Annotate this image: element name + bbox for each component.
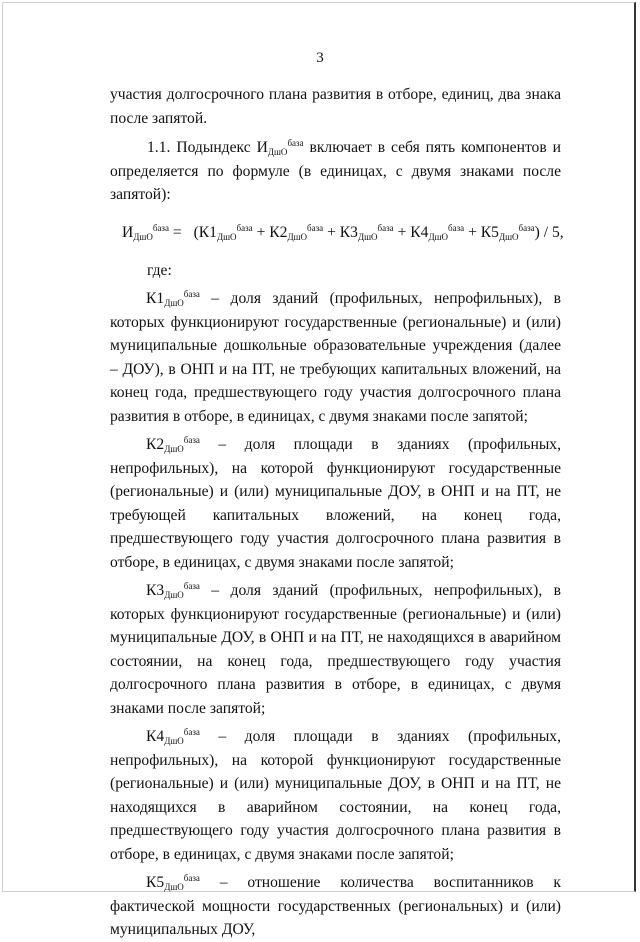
- where-label: где:: [147, 261, 172, 279]
- subindex-paragraph: [110, 136, 561, 207]
- subindex-lead: 1.1. Подындекс: [147, 139, 257, 156]
- subindex-rest: включает в себя пять компонентов и определяется по формуле (в единицах, с двумя знаками после запятой):: [110, 139, 561, 203]
- formula-plus: +: [464, 223, 481, 241]
- definition-k2: [110, 433, 561, 574]
- formula-plus: +: [252, 223, 270, 241]
- formula-plus: +: [323, 223, 340, 241]
- definition-k3-symbol: $К3_{ДшО}^{база}$: [146, 581, 200, 600]
- definition-k2-symbol: $К2_{ДшО}^{база}$: [146, 435, 200, 454]
- document-body: [110, 83, 564, 942]
- formula-equals: =: [168, 223, 186, 241]
- definitions-list: [110, 287, 561, 942]
- definition-k1-text: – доля зданий (профильных, непрофильных), в которых функционируют государственные (региональные) и (или) муниципальные дошкольные образовательные учреждения (далее – ДОУ), в ОНП и на ПТ, не требующих капитальных вложений, на конец года, предшествующего году участия долгосрочного плана развития в отборе, в единицах, с двумя знаками после запятой;: [110, 290, 561, 425]
- formula-term-k5: $К5_{ДшО}^{база}$: [480, 222, 535, 242]
- formula-term-k2: $К2_{ДшО}^{база}$: [269, 222, 324, 242]
- definition-k3-text: – доля зданий (профильных, непрофильных), в которых функционируют государственные (региональные) и (или) муниципальные ДОУ, в ОНП и на ПТ, не находящихся в аварийном состоянии, на конец года, предшествующего году участия долгосрочного плана развития в отборе, в единицах, с двумя знаками после запятой;: [110, 582, 561, 717]
- definition-k4: [110, 725, 561, 866]
- definition-k5: [110, 871, 561, 942]
- formula-lhs: $И_{ДшО}^{база}$: [122, 222, 169, 242]
- definition-k4-symbol: $К4_{ДшО}^{база}$: [146, 727, 200, 746]
- formula-close: ) / 5,: [534, 223, 564, 241]
- subindex-symbol: $И_{ДшО}^{база}$: [256, 138, 304, 157]
- definition-k1-symbol: $К1_{ДшО}^{база}$: [146, 289, 200, 308]
- formula-open-paren: (: [193, 223, 199, 241]
- formula-term-k4: $К4_{ДшО}^{база}$: [410, 222, 465, 242]
- formula-plus: +: [393, 223, 411, 241]
- definition-k5-text: – отношение количества воспитанников к фактической мощности государственных (региональных) и (или) муниципальных ДОУ,: [110, 874, 561, 938]
- definition-k4-text: – доля площади в зданиях (профильных, непрофильных), на которой функционируют государственные (региональные) и (или) муниципальные ДОУ, в ОНП и на ПТ, не находящихся в аварийном состоянии, на конец года, предшествующего году участия долгосрочного плана развития в отборе, в единицах, с двумя знаками после запятой;: [110, 728, 561, 863]
- formula-term-k1: $К1_{ДшО}^{база}$: [198, 222, 253, 242]
- formula-term-k3: $К3_{ДшО}^{база}$: [339, 222, 394, 242]
- definition-k1: [110, 287, 561, 428]
- formula: [122, 217, 564, 249]
- page-number: 3: [316, 50, 324, 66]
- definition-k5-symbol: $К5_{ДшО}^{база}$: [146, 873, 200, 892]
- definition-k2-text: – доля площади в зданиях (профильных, непрофильных), на которой функционируют государственные (региональные) и (или) муниципальные ДОУ, в ОНП и на ПТ, не требующей капитальных вложений, на конец года, предшествующего году участия долгосрочного плана развития в отборе, в единицах, с двумя знаками после запятой;: [110, 436, 561, 571]
- definition-k3: [110, 579, 561, 720]
- intro-paragraph: участия долгосрочного плана развития в отборе, единиц, два знака после запятой.: [110, 86, 561, 127]
